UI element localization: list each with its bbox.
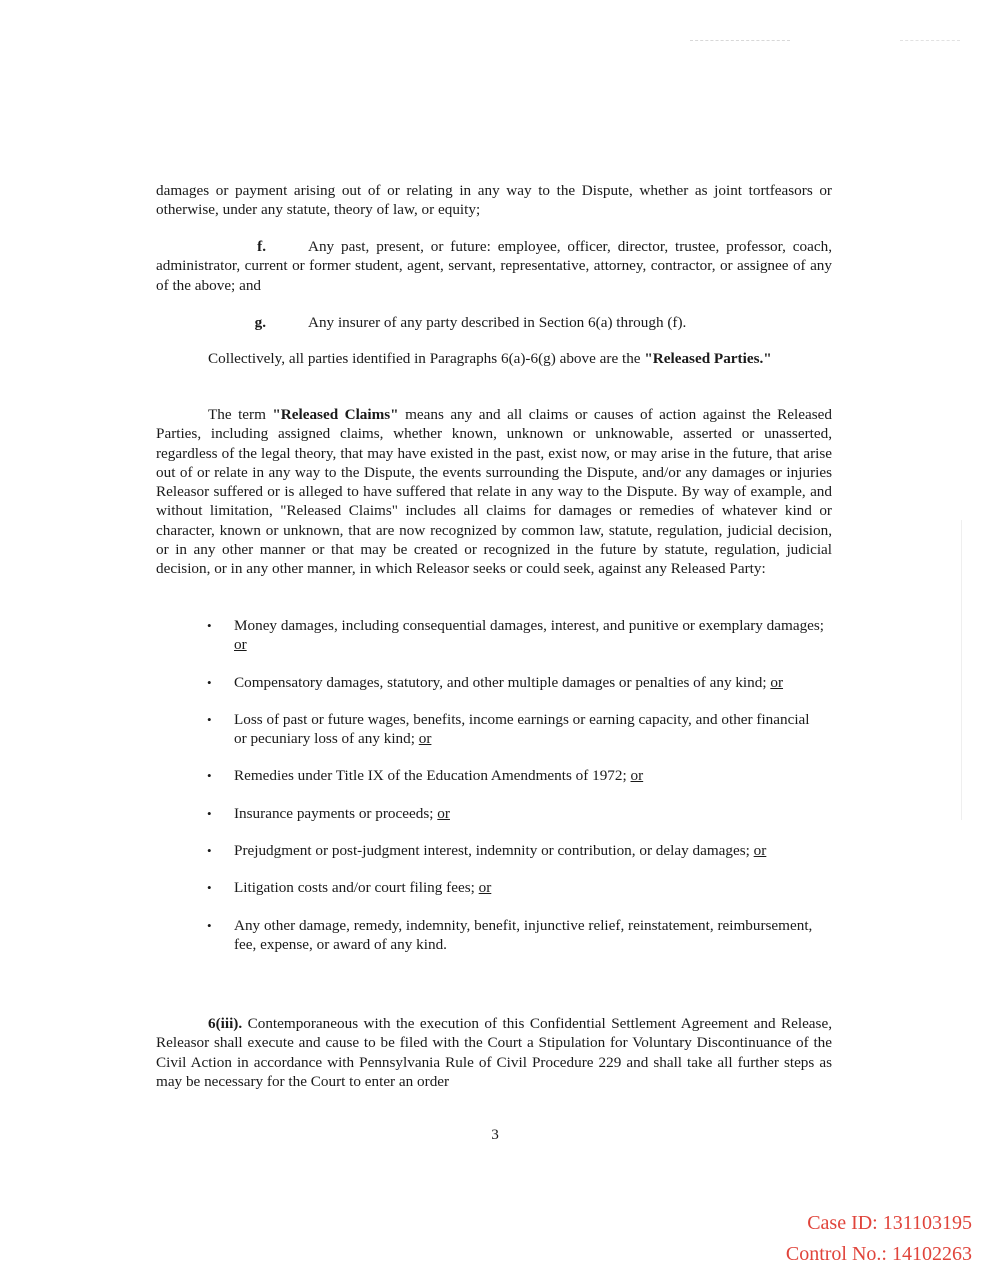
bold-term: "Released Parties." [644, 350, 772, 367]
bold-term: "Released Claims" [272, 406, 399, 423]
list-item-f [156, 237, 832, 295]
list-item [205, 804, 825, 823]
list-item [205, 916, 825, 955]
bullet-icon: • [207, 618, 212, 633]
bullet-icon: • [207, 880, 212, 896]
text: Contemporaneous with the execution of this Confidential Settlement Agreement and Release, Releasor shall execute and cause to be filed with the Court a Stipulation for Voluntary Discontinuance of the Civil Action in accordance with Pennsylvania Rule of Civil Procedure 229 and shall take all further steps as may be necessary for the Court to enter an order [156, 1015, 832, 1090]
text: Collectively, all parties identified in Paragraphs 6(a)-6(g) above are the [208, 350, 645, 367]
list-item-text: Insurance payments or proceeds; [234, 804, 438, 822]
item-text: Any past, present, or future: employee, officer, director, trustee, professor, coach, administrator, current or former student, agent, servant, representative, attorney, contractor, or assignee of any of the above; and [156, 238, 832, 294]
list-item-text: Litigation costs and/or court filing fees; [234, 879, 479, 897]
list-item-suffix: or [437, 804, 450, 822]
bullet-icon: • [207, 843, 212, 859]
scan-artifact [690, 40, 790, 43]
released-claims-list [205, 616, 825, 972]
list-item [205, 841, 825, 860]
bullet-icon: • [207, 917, 212, 933]
bullet-icon: • [207, 674, 212, 690]
list-item [205, 710, 825, 749]
control-number-stamp: Control No.: 14102263 [785, 1243, 972, 1265]
list-item-suffix: or [753, 842, 767, 860]
text: The term [208, 406, 273, 423]
bullet-icon: • [207, 805, 212, 821]
list-item-suffix: or [478, 879, 492, 897]
list-item-suffix: or [418, 730, 432, 748]
page-number: 3 [491, 1126, 499, 1143]
list-item-text: Money damages, including consequential damages, interest, and punitive or exemplary damages; [234, 617, 825, 634]
text: means any and all claims or causes of action against the Released Parties, including assigned claims, whether known, unknown or unknowable, asserted or unasserted, regardless of the legal theory, that may have existed in the past, exist now, or may arise in the future, that arise out of or relate in any way to the Dispute, the events surrounding the Dispute, and/or any damages or injuries Releasor suffered or is alleged to have suffered that relate in any way to the Dispute. By way of example, and without limitation, "Released Claims" includes all claims for damages or remedies of whatever kind or character, known or unknown, that are now recognized by common law, statute, regulation, judicial decision, or in any other manner or that may be created or recognized in the future by statute, regulation, judicial decision, or in any other manner, in which Releasor seeks or could seek, against any Released Party: [156, 406, 832, 578]
item-letter: g. [254, 314, 266, 331]
list-item-text: Prejudgment or post-judgment interest, indemnity or contribution, or delay damages; [234, 842, 754, 860]
list-item-suffix: or [630, 767, 644, 785]
list-item-text: Remedies under Title IX of the Education Amendments of 1972; [234, 767, 631, 785]
list-item-text: Compensatory damages, statutory, and other multiple damages or penalties of any kind; [234, 673, 771, 691]
list-item-text: Any other damage, remedy, indemnity, benefit, injunctive relief, reinstatement, reimbursement, fee, expense, or award of any kind. [234, 916, 813, 953]
case-id-stamp: Case ID: 131103195 [807, 1212, 972, 1234]
scan-artifact [961, 520, 962, 820]
paragraph-section-6iii [156, 1014, 832, 1091]
paragraph-continuation: damages or payment arising out of or relating in any way to the Dispute, whether as joint tortfeasors or otherwise, under any statute, theory of law, or equity; [156, 182, 832, 219]
list-item-suffix: or [234, 636, 247, 654]
list-item-text: Loss of past or future wages, benefits, income earnings or earning capacity, and other financial or pecuniary loss of any kind; [234, 710, 810, 748]
list-item [205, 766, 825, 785]
list-item-suffix: or [770, 673, 784, 691]
list-item-g [156, 313, 832, 332]
list-item [205, 878, 825, 897]
scan-artifact [900, 40, 960, 43]
list-item [205, 673, 825, 692]
paragraph-collectively [156, 349, 832, 368]
bullet-icon: • [207, 711, 212, 727]
item-text: Any insurer of any party described in Section 6(a) through (f). [308, 314, 687, 331]
paragraph-released-claims [156, 405, 832, 579]
list-item [205, 616, 825, 655]
bullet-icon: • [207, 768, 212, 784]
item-letter: f. [257, 238, 266, 255]
section-number: 6(iii). [208, 1015, 243, 1032]
